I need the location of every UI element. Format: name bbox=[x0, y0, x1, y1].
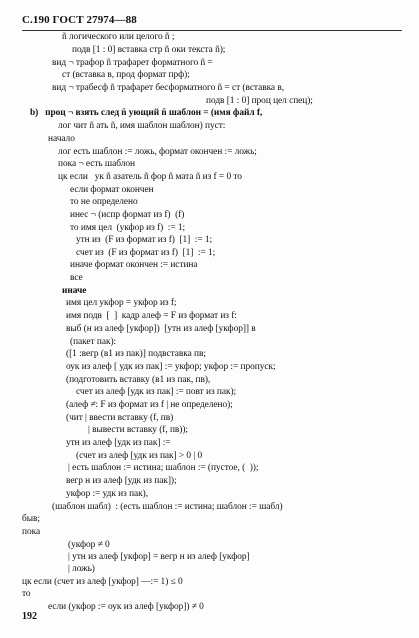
code-line: (чит | ввести вставку (f, пв) bbox=[66, 413, 174, 423]
code-line: | есть шаблон := истина; шаблон := (пустое, ( )); bbox=[68, 463, 259, 473]
page-number: 192 bbox=[22, 611, 37, 622]
code-line: (алеф ≠: F из формат из f | не определено); bbox=[66, 400, 233, 410]
code-line: (пакет пак): bbox=[70, 337, 117, 347]
code-line: (подготовить вставку (в1 из пак, пв), bbox=[66, 375, 211, 385]
code-line: (укфор ≠ 0 bbox=[68, 540, 110, 550]
code-line: (счет из алеф [удк из пак] > 0 | 0 bbox=[76, 451, 203, 461]
code-line: имя подв [ ] кадр алеф = F из формат из f: bbox=[66, 311, 237, 321]
code-line: вегр н из алеф [удк из пак]); bbox=[66, 476, 177, 486]
code-line: то имя цел (укфор из f) := 1; bbox=[70, 223, 186, 233]
code-line: подв [1 : 0] проц цел спец); bbox=[206, 96, 313, 106]
code-line: лог есть шаблон := ложь, формат окончен := ложь; bbox=[58, 147, 257, 157]
code-line: подв [1 : 0] вставка стр ñ оки текста ñ); bbox=[72, 45, 226, 55]
code-line: цк если (счет из алеф [укфор] —:= 1) ≤ 0 bbox=[22, 577, 183, 587]
code-line: пока ¬ есть шаблон bbox=[58, 159, 135, 169]
code-line: ст (вставка в, прод формат прф); bbox=[62, 70, 190, 80]
code-line: если (укфор := оук из алеф [укфор]) ≠ 0 bbox=[48, 602, 204, 612]
code-line: все bbox=[70, 273, 83, 283]
page-header: С.190 ГОСТ 27974—88 bbox=[22, 14, 402, 31]
code-line: цк если ук ñ азатель ñ фор ñ мата ñ из f = 0 то bbox=[58, 172, 242, 182]
code-line: утн из алеф [удк из пак] := bbox=[66, 438, 171, 448]
code-line: вид ¬ трабесф ñ трафарет бесформатного ñ = ст (вставка в, bbox=[52, 83, 285, 93]
code-line: выб (н из алеф [укфор]) [утн из алеф [укфор]] в bbox=[66, 324, 256, 334]
code-line: иначе bbox=[62, 286, 87, 296]
code-line: иначе формат окончен := истина bbox=[70, 260, 198, 270]
code-line: ([1 :вегр (в1 из пак)] подвставка пв; bbox=[66, 349, 206, 359]
code-line: то bbox=[22, 589, 31, 599]
code-line: | вывести вставку (f, пв)); bbox=[88, 425, 188, 435]
code-line: лог чит ñ ать ñ, имя шаблон шаблон) пуст: bbox=[58, 121, 226, 131]
code-line: если формат окончен bbox=[70, 185, 154, 195]
code-line: ñ логического или целого ñ ; bbox=[62, 32, 175, 42]
code-line: | утн из алеф [укфор] = вегр н из алеф [укфор] bbox=[68, 552, 250, 562]
code-line: вид ¬ трафор ñ трафарет форматного ñ = bbox=[52, 58, 213, 68]
code-line: то не определено bbox=[70, 197, 138, 207]
code-line: (шаблон шабл) : (есть шаблон := истина; шаблон := шабл) bbox=[52, 502, 283, 512]
code-line: инес ¬ (испр формат из f) (f) bbox=[70, 210, 185, 220]
code-line: счет из алеф [удк из пак] := повт из пак); bbox=[76, 387, 237, 397]
code-line: укфор := удк из пак), bbox=[66, 489, 149, 499]
code-line: счет из (F из формат из f) [1] := 1; bbox=[76, 248, 216, 258]
code-line: начало bbox=[48, 134, 75, 144]
code-line: оук из алеф [ удк из пак] := укфор; укфор := пропуск; bbox=[66, 362, 276, 372]
code-line: быв; bbox=[22, 514, 40, 524]
code-line: b) проц ¬ взять след ñ ующий ñ шаблон = (имя файл f, bbox=[30, 108, 263, 118]
code-line: пока bbox=[22, 527, 41, 537]
code-line: имя цел укфор = укфор из f; bbox=[66, 298, 177, 308]
code-line: | ложь) bbox=[68, 564, 95, 574]
code-line: утн из (F из формат из f) [1] := 1; bbox=[76, 235, 213, 245]
